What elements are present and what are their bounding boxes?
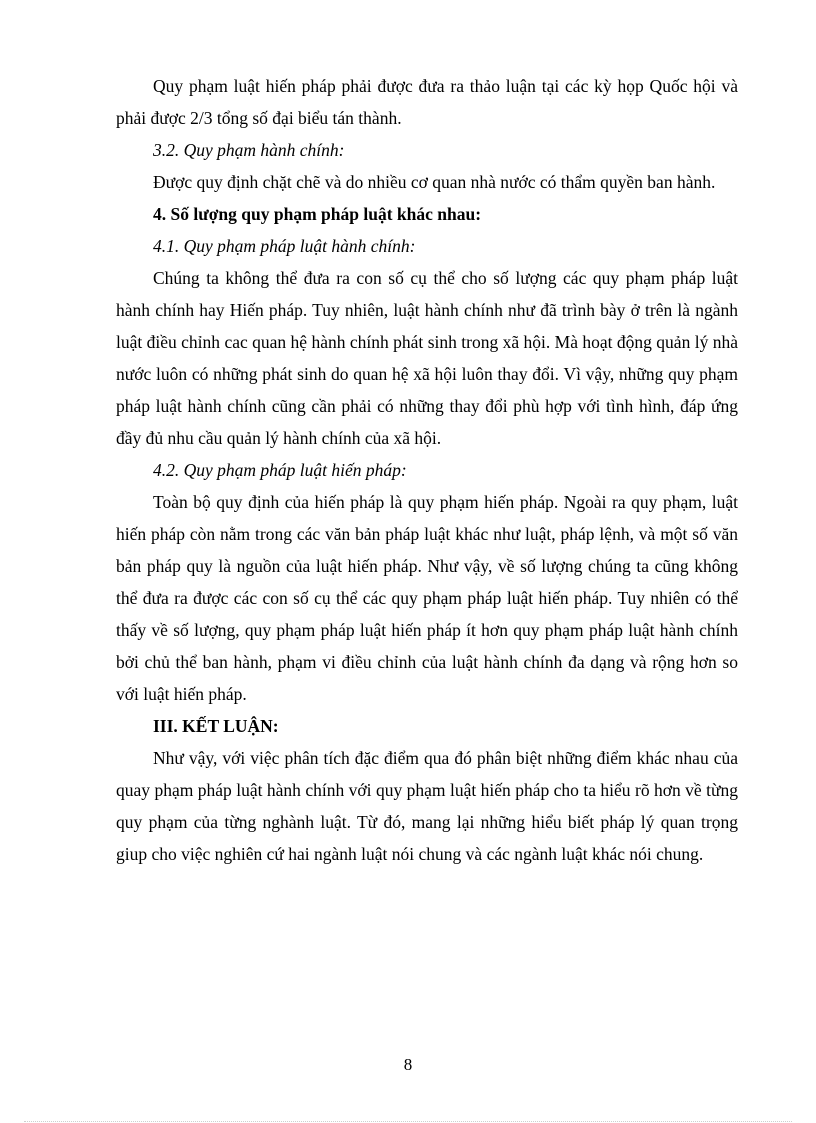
page-number: 8	[403, 1055, 413, 1074]
paragraph-administrative-quantity: Chúng ta không thể đưa ra con số cụ thể cho số lượng các quy phạm pháp luật hành chính hay Hiến pháp. Tuy nhiên, luật hành chính như đã trình bày ở trên là ngành luật điều chỉnh cac quan hệ hành chính phát sinh trong xã hội. Mà hoạt động quản lý nhà nước luôn có những phát sinh do quan hệ xã hội luôn thay đổi. Vì vậy, những quy phạm pháp luật hành chính cũng cần phải có những thay đổi phù hợp với tình hình, đáp ứng đầy đủ nhu cầu quản lý hành chính của xã hội.	[116, 268, 738, 448]
document-body	[116, 70, 738, 870]
subheading-4-2: 4.2. Quy phạm pháp luật hiến pháp:	[153, 460, 407, 480]
subheading-4-1: 4.1. Quy phạm pháp luật hành chính:	[153, 236, 416, 256]
subheading-3-2: 3.2. Quy phạm hành chính:	[153, 140, 345, 160]
page-bottom-divider	[24, 1121, 792, 1122]
heading-section-4: 4. Số lượng quy phạm pháp luật khác nhau:	[153, 204, 482, 224]
paragraph-constitution-approval: Quy phạm luật hiến pháp phải được đưa ra thảo luận tại các kỳ họp Quốc hội và phải được 2/3 tổng số đại biểu tán thành.	[116, 76, 738, 128]
paragraph-constitutional-quantity: Toàn bộ quy định của hiến pháp là quy phạm hiến pháp. Ngoài ra quy phạm, luật hiến pháp còn nằm trong các văn bản pháp luật khác như luật, pháp lệnh, và một số văn bản pháp quy là nguồn của luật hiến pháp. Như vậy, về số lượng chúng ta cũng không thể đưa ra được các con số cụ thể các quy phạm pháp luật hiến pháp. Tuy nhiên có thể thấy về số lượng, quy phạm pháp luật hiến pháp ít hơn quy phạm pháp luật hành chính bởi chủ thể ban hành, phạm vi điều chỉnh của luật hành chính đa dạng và rộng hơn so với luật hiến pháp.	[116, 492, 738, 704]
heading-conclusion: III. KẾT LUẬN:	[153, 716, 279, 736]
paragraph-administrative-norms: Được quy định chặt chẽ và do nhiều cơ quan nhà nước có thẩm quyền ban hành.	[153, 172, 716, 192]
paragraph-conclusion: Như vậy, với việc phân tích đặc điểm qua đó phân biệt những điểm khác nhau của quay phạm pháp luật hành chính với quy phạm luật hiến pháp cho ta hiểu rõ hơn về từng quy phạm của từng nghành luật. Từ đó, mang lại những hiểu biết pháp lý quan trọng giup cho việc nghiên cứ hai ngành luật nói chung và các ngành luật khác nói chung.	[116, 748, 738, 864]
